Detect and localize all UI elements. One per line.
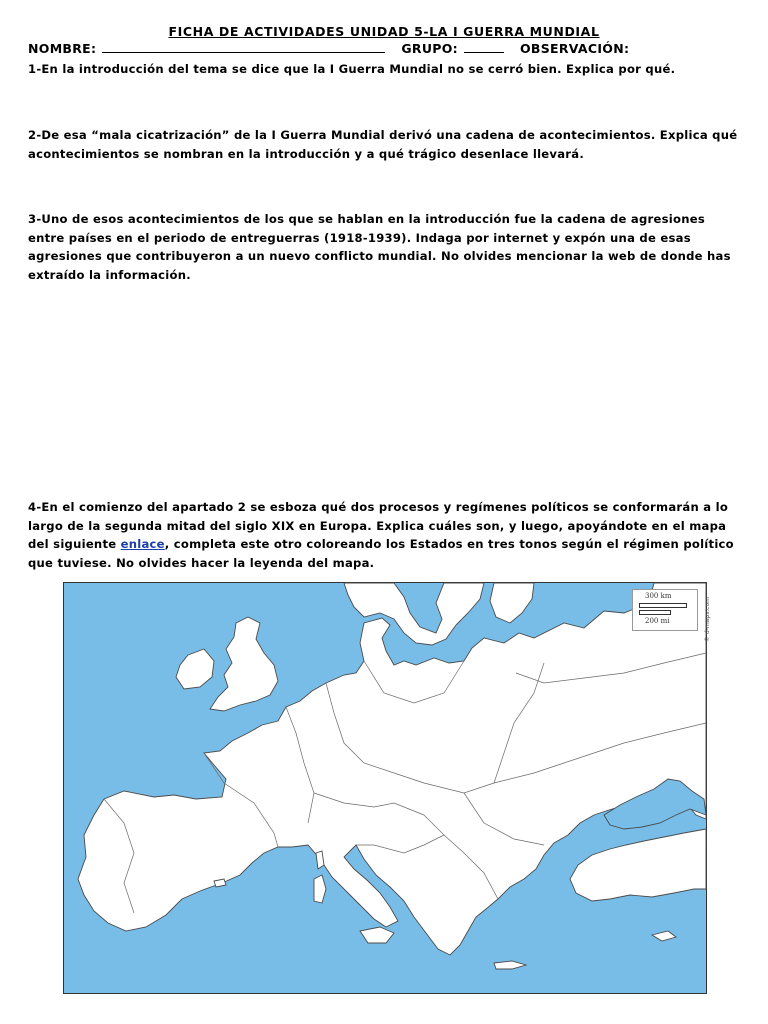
worksheet	[28, 24, 740, 570]
scale-km-label: 300 km	[645, 592, 672, 600]
worksheet-title: FICHA DE ACTIVIDADES UNIDAD 5-LA I GUERRA MUNDIAL	[168, 24, 600, 39]
scale-mi-label: 200 mi	[645, 617, 670, 625]
map-continent	[78, 583, 706, 955]
question-4	[28, 498, 740, 572]
enlace-link[interactable]: enlace	[120, 537, 165, 551]
map-corsica	[316, 851, 324, 869]
europe-map-svg	[64, 583, 706, 993]
question-1: 1-En la introducción del tema se dice que la I Guerra Mundial no se cerró bien. Explica por qué.	[28, 62, 676, 76]
nombre-label: NOMBRE:	[28, 41, 97, 56]
map-sardinia	[314, 875, 326, 903]
map-credit: © d-maps.com	[704, 597, 711, 643]
map-great-britain	[210, 617, 278, 711]
map-anatolia	[570, 829, 706, 901]
scale-bar-km	[639, 603, 687, 608]
map-sicily	[360, 927, 394, 943]
question-2: 2-De esa “mala cicatrización” de la I Guerra Mundial derivó una cadena de acontecimientos. Explica qué acontecimientos se nombran en la introducción y a qué trágico desenlace llevará.	[28, 128, 738, 161]
grupo-label: GRUPO:	[401, 41, 458, 56]
scale-bar-mi	[639, 610, 671, 615]
europe-blank-map[interactable]	[63, 582, 711, 994]
map-crete	[494, 961, 526, 969]
grupo-blank[interactable]	[464, 42, 504, 53]
observacion-label: OBSERVACIÓN:	[519, 41, 630, 56]
question-4-text-a: 4-En el comienzo del apartado 2 se esboza qué dos procesos y regímenes políticos se conformarán a lo largo de la segunda mitad del siglo XIX en Europa. Explica cuáles son, y luego, apoyándote en el mapa del siguiente	[28, 500, 729, 551]
question-3: 3-Uno de esos acontecimientos de los que se hablan en la introducción fue la cadena de agresiones entre países en el periodo de entreguerras (1918-1939). Indaga por internet y expón una de esas agresiones que contribuyeron a un nuevo conflicto mundial. No olvides mencionar la web de donde has extraído la información.	[28, 212, 731, 282]
map-balearic	[214, 879, 226, 887]
map-ireland	[176, 649, 214, 689]
nombre-blank[interactable]	[102, 42, 385, 53]
map-finland	[490, 583, 534, 623]
question-4-text-b: , completa este otro coloreando los Estados en tres tonos según el régimen político que tuviese. No olvides hacer la leyenda del mapa.	[28, 537, 734, 570]
student-info-row	[28, 41, 740, 56]
map-cyprus	[652, 931, 676, 941]
map-scale	[632, 589, 698, 631]
